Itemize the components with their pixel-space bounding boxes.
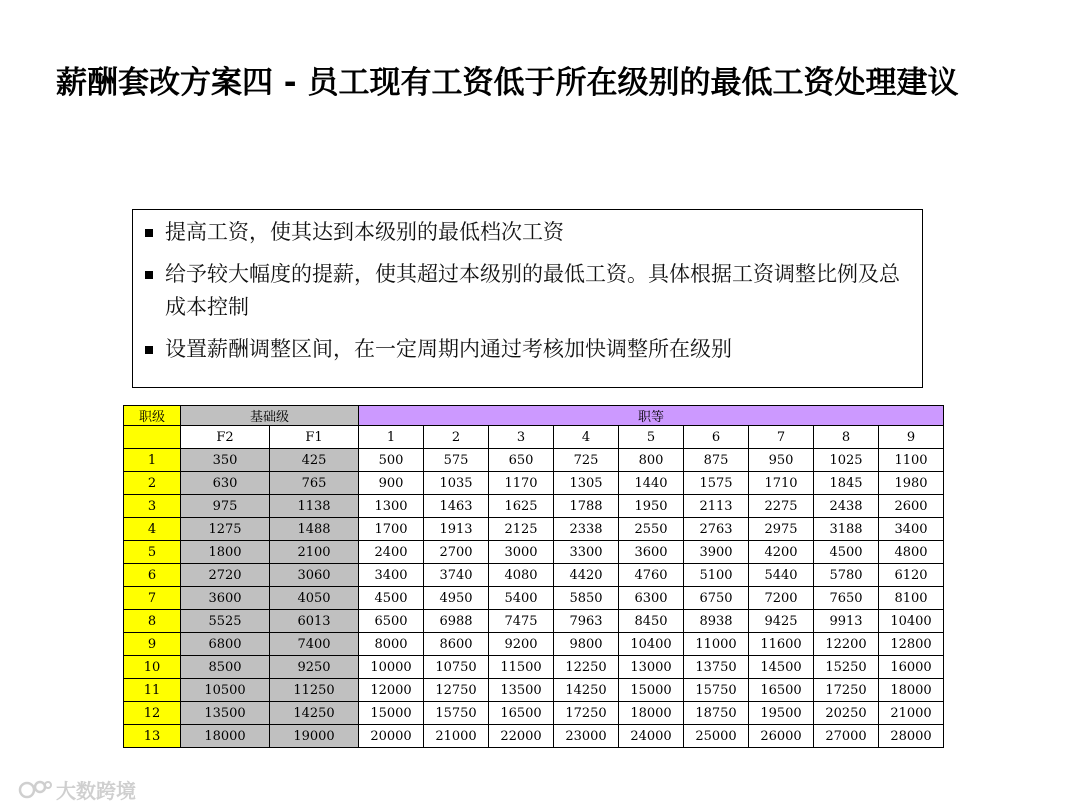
grade-cell: 1300 <box>359 495 424 518</box>
base-cell: 9250 <box>270 656 359 679</box>
grade-cell: 2600 <box>879 495 944 518</box>
grade-cell: 2125 <box>489 518 554 541</box>
grade-cell: 1025 <box>814 449 879 472</box>
base-col-header: F2 <box>181 426 270 449</box>
salary-table-container <box>123 405 944 748</box>
level-cell: 12 <box>124 702 181 725</box>
grade-cell: 3900 <box>684 541 749 564</box>
grade-cell: 4500 <box>814 541 879 564</box>
grade-cell: 9200 <box>489 633 554 656</box>
level-cell: 8 <box>124 610 181 633</box>
grade-cell: 11000 <box>684 633 749 656</box>
grade-cell: 6120 <box>879 564 944 587</box>
grade-cell: 27000 <box>814 725 879 748</box>
grade-cell: 16500 <box>749 679 814 702</box>
grade-col-header: 1 <box>359 426 424 449</box>
grade-cell: 8100 <box>879 587 944 610</box>
base-group-header: 基础级 <box>181 406 359 426</box>
table-row <box>124 472 944 495</box>
grade-cell: 23000 <box>554 725 619 748</box>
base-cell: 630 <box>181 472 270 495</box>
grade-cell: 3000 <box>489 541 554 564</box>
grade-cell: 2975 <box>749 518 814 541</box>
level-cell: 1 <box>124 449 181 472</box>
base-cell: 6800 <box>181 633 270 656</box>
grade-cell: 5400 <box>489 587 554 610</box>
grade-col-header: 7 <box>749 426 814 449</box>
grade-cell: 18000 <box>879 679 944 702</box>
grade-cell: 4200 <box>749 541 814 564</box>
table-row <box>124 518 944 541</box>
base-cell: 11250 <box>270 679 359 702</box>
grade-cell: 5440 <box>749 564 814 587</box>
grade-cell: 13500 <box>489 679 554 702</box>
grade-cell: 6500 <box>359 610 424 633</box>
table-row <box>124 725 944 748</box>
base-cell: 425 <box>270 449 359 472</box>
grade-cell: 2550 <box>619 518 684 541</box>
base-cell: 7400 <box>270 633 359 656</box>
table-subheader-row <box>124 426 944 449</box>
grade-cell: 28000 <box>879 725 944 748</box>
level-cell: 4 <box>124 518 181 541</box>
watermark-text: 大数跨境 <box>56 779 136 803</box>
base-cell: 2100 <box>270 541 359 564</box>
base-cell: 1488 <box>270 518 359 541</box>
level-subheader <box>124 426 181 449</box>
level-cell: 9 <box>124 633 181 656</box>
bullet-item <box>143 216 912 249</box>
level-cell: 3 <box>124 495 181 518</box>
grade-cell: 15250 <box>814 656 879 679</box>
grade-cell: 3300 <box>554 541 619 564</box>
grade-cell: 21000 <box>424 725 489 748</box>
base-col-header: F1 <box>270 426 359 449</box>
bullet-item <box>143 258 912 324</box>
grade-cell: 17250 <box>554 702 619 725</box>
grade-cell: 8450 <box>619 610 684 633</box>
base-cell: 1800 <box>181 541 270 564</box>
grade-cell: 4500 <box>359 587 424 610</box>
grade-cell: 950 <box>749 449 814 472</box>
table-row <box>124 587 944 610</box>
grade-cell: 18750 <box>684 702 749 725</box>
level-header: 职级 <box>124 406 181 426</box>
grade-cell: 5780 <box>814 564 879 587</box>
grade-cell: 15750 <box>424 702 489 725</box>
table-row <box>124 679 944 702</box>
grade-cell: 20250 <box>814 702 879 725</box>
grade-cell: 12200 <box>814 633 879 656</box>
grade-cell: 575 <box>424 449 489 472</box>
grade-cell: 3600 <box>619 541 684 564</box>
bullet-square-icon <box>145 271 153 279</box>
grade-cell: 10400 <box>619 633 684 656</box>
base-cell: 14250 <box>270 702 359 725</box>
grade-cell: 1700 <box>359 518 424 541</box>
grade-cell: 1913 <box>424 518 489 541</box>
table-row <box>124 633 944 656</box>
grade-cell: 7200 <box>749 587 814 610</box>
grade-cell: 16500 <box>489 702 554 725</box>
grade-cell: 1625 <box>489 495 554 518</box>
grade-cell: 15000 <box>359 702 424 725</box>
grade-cell: 8000 <box>359 633 424 656</box>
table-row <box>124 702 944 725</box>
grade-cell: 8938 <box>684 610 749 633</box>
grade-cell: 650 <box>489 449 554 472</box>
base-cell: 3600 <box>181 587 270 610</box>
grade-cell: 9913 <box>814 610 879 633</box>
grade-cell: 9425 <box>749 610 814 633</box>
base-cell: 8500 <box>181 656 270 679</box>
grade-cell: 3400 <box>879 518 944 541</box>
grade-col-header: 8 <box>814 426 879 449</box>
grade-cell: 14250 <box>554 679 619 702</box>
grade-cell: 1788 <box>554 495 619 518</box>
grade-cell: 2438 <box>814 495 879 518</box>
grade-cell: 25000 <box>684 725 749 748</box>
base-cell: 10500 <box>181 679 270 702</box>
grade-cell: 6750 <box>684 587 749 610</box>
grade-cell: 15000 <box>619 679 684 702</box>
grade-cell: 10000 <box>359 656 424 679</box>
grade-cell: 13000 <box>619 656 684 679</box>
grade-cell: 2338 <box>554 518 619 541</box>
grade-cell: 7475 <box>489 610 554 633</box>
level-cell: 13 <box>124 725 181 748</box>
table-row <box>124 564 944 587</box>
base-cell: 13500 <box>181 702 270 725</box>
grade-cell: 12000 <box>359 679 424 702</box>
grade-cell: 26000 <box>749 725 814 748</box>
bullet-text: 给予较大幅度的提薪，使其超过本级别的最低工资。具体根据工资调整比例及总成本控制 <box>165 262 900 319</box>
base-cell: 1138 <box>270 495 359 518</box>
grade-cell: 900 <box>359 472 424 495</box>
grade-cell: 4800 <box>879 541 944 564</box>
grade-cell: 19500 <box>749 702 814 725</box>
base-cell: 19000 <box>270 725 359 748</box>
base-cell: 975 <box>181 495 270 518</box>
level-cell: 11 <box>124 679 181 702</box>
base-cell: 350 <box>181 449 270 472</box>
grade-cell: 4420 <box>554 564 619 587</box>
bullet-text: 提高工资，使其达到本级别的最低档次工资 <box>165 220 564 244</box>
grade-cell: 15750 <box>684 679 749 702</box>
grade-cell: 11500 <box>489 656 554 679</box>
base-cell: 6013 <box>270 610 359 633</box>
level-cell: 10 <box>124 656 181 679</box>
base-cell: 18000 <box>181 725 270 748</box>
grade-cell: 1305 <box>554 472 619 495</box>
table-header-row <box>124 406 944 426</box>
base-cell: 2720 <box>181 564 270 587</box>
grade-cell: 6300 <box>619 587 684 610</box>
bullet-square-icon <box>145 346 153 354</box>
grade-cell: 4950 <box>424 587 489 610</box>
grade-cell: 14500 <box>749 656 814 679</box>
grade-cell: 11600 <box>749 633 814 656</box>
grade-cell: 3400 <box>359 564 424 587</box>
table-row <box>124 610 944 633</box>
grade-cell: 12800 <box>879 633 944 656</box>
grade-cell: 1100 <box>879 449 944 472</box>
grade-cell: 1980 <box>879 472 944 495</box>
grade-col-header: 3 <box>489 426 554 449</box>
grade-group-header: 职等 <box>359 406 944 426</box>
grade-col-header: 9 <box>879 426 944 449</box>
grade-cell: 8600 <box>424 633 489 656</box>
grade-cell: 12750 <box>424 679 489 702</box>
grade-cell: 1575 <box>684 472 749 495</box>
grade-cell: 800 <box>619 449 684 472</box>
base-cell: 3060 <box>270 564 359 587</box>
grade-cell: 21000 <box>879 702 944 725</box>
page-title: 薪酬套改方案四 - 员工现有工资低于所在级别的最低工资处理建议 <box>56 65 959 101</box>
salary-table <box>123 405 944 748</box>
grade-cell: 20000 <box>359 725 424 748</box>
grade-cell: 1463 <box>424 495 489 518</box>
grade-cell: 500 <box>359 449 424 472</box>
grade-cell: 2700 <box>424 541 489 564</box>
level-cell: 2 <box>124 472 181 495</box>
grade-cell: 1440 <box>619 472 684 495</box>
bullet-item <box>143 333 912 366</box>
grade-cell: 6988 <box>424 610 489 633</box>
grade-cell: 5850 <box>554 587 619 610</box>
level-cell: 5 <box>124 541 181 564</box>
grade-cell: 7650 <box>814 587 879 610</box>
grade-col-header: 6 <box>684 426 749 449</box>
grade-cell: 9800 <box>554 633 619 656</box>
grade-cell: 1710 <box>749 472 814 495</box>
grade-cell: 2763 <box>684 518 749 541</box>
bullet-text: 设置薪酬调整区间，在一定周期内通过考核加快调整所在级别 <box>165 337 732 361</box>
table-row <box>124 495 944 518</box>
grade-cell: 2400 <box>359 541 424 564</box>
grade-col-header: 2 <box>424 426 489 449</box>
grade-cell: 22000 <box>489 725 554 748</box>
table-row <box>124 656 944 679</box>
grade-cell: 24000 <box>619 725 684 748</box>
grade-cell: 12250 <box>554 656 619 679</box>
grade-cell: 875 <box>684 449 749 472</box>
level-cell: 7 <box>124 587 181 610</box>
grade-col-header: 5 <box>619 426 684 449</box>
recommendation-box <box>132 209 923 388</box>
grade-cell: 3188 <box>814 518 879 541</box>
level-cell: 6 <box>124 564 181 587</box>
grade-cell: 17250 <box>814 679 879 702</box>
grade-cell: 16000 <box>879 656 944 679</box>
grade-cell: 3740 <box>424 564 489 587</box>
watermark <box>18 775 136 804</box>
grade-cell: 1170 <box>489 472 554 495</box>
grade-cell: 2113 <box>684 495 749 518</box>
table-row <box>124 541 944 564</box>
grade-col-header: 4 <box>554 426 619 449</box>
watermark-logo-icon <box>18 778 52 802</box>
grade-cell: 725 <box>554 449 619 472</box>
grade-cell: 4760 <box>619 564 684 587</box>
grade-cell: 18000 <box>619 702 684 725</box>
grade-cell: 1950 <box>619 495 684 518</box>
grade-cell: 10750 <box>424 656 489 679</box>
base-cell: 1275 <box>181 518 270 541</box>
grade-cell: 7963 <box>554 610 619 633</box>
grade-cell: 1845 <box>814 472 879 495</box>
bullet-square-icon <box>145 229 153 237</box>
base-cell: 4050 <box>270 587 359 610</box>
table-row <box>124 449 944 472</box>
grade-cell: 2275 <box>749 495 814 518</box>
grade-cell: 1035 <box>424 472 489 495</box>
grade-cell: 10400 <box>879 610 944 633</box>
base-cell: 5525 <box>181 610 270 633</box>
grade-cell: 5100 <box>684 564 749 587</box>
base-cell: 765 <box>270 472 359 495</box>
grade-cell: 4080 <box>489 564 554 587</box>
grade-cell: 13750 <box>684 656 749 679</box>
